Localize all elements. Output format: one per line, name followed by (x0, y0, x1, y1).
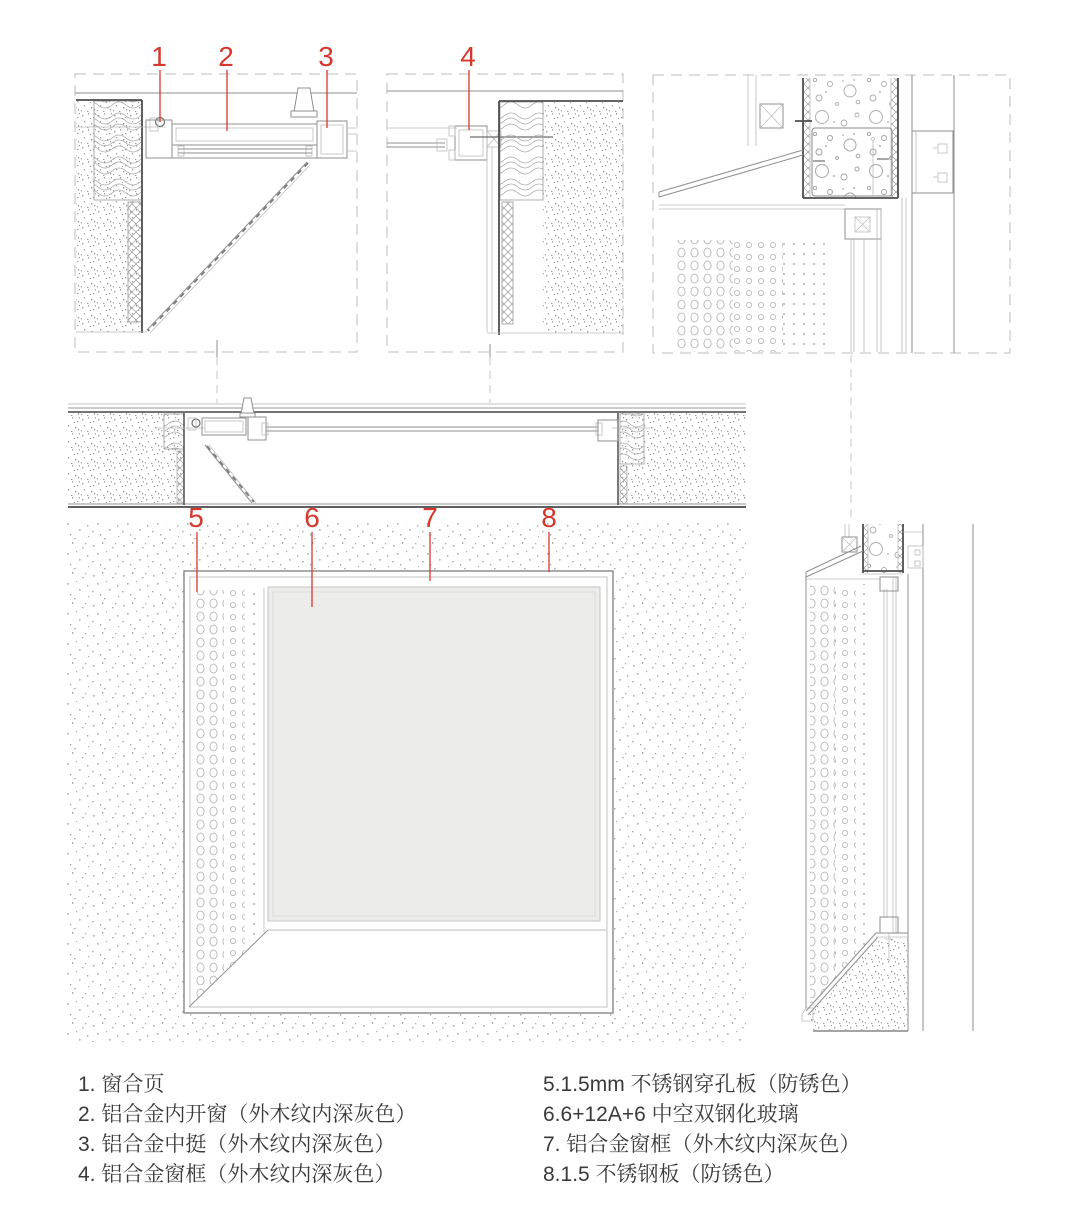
mullion-profile (317, 121, 357, 158)
legend-item-5: 5.1.5mm 不锈钢穿孔板（防锈色） (543, 1073, 862, 1096)
legend-left-column (78, 1070, 416, 1190)
callout-number-6: 6 (304, 502, 320, 533)
callout-number-3: 3 (318, 41, 334, 72)
plan-section (68, 398, 746, 507)
detail-window-head-hinge (75, 74, 357, 357)
window-stopper (291, 88, 317, 117)
perforated-panel-elevation (675, 240, 830, 352)
casement-plan (202, 418, 246, 435)
callout-number-7: 7 (422, 502, 438, 533)
frame-head-profile (845, 198, 906, 352)
insulation-strip (620, 466, 627, 504)
frame-profile (449, 126, 487, 160)
wall-stipple-top (66, 522, 746, 571)
concrete-header (863, 524, 903, 574)
callout-number-8: 8 (541, 502, 557, 533)
legend-item-8: 8.1.5 不锈钢板（防锈色） (543, 1163, 785, 1186)
sloped-hood (659, 150, 803, 197)
wall-stipple-left (66, 571, 184, 1014)
insulation-strip (177, 451, 184, 503)
perforated-panel (810, 584, 872, 1008)
legend-item-3: 3. 铝合金中挺（外木纹内深灰色） (78, 1133, 396, 1156)
concrete-wall-hatch (543, 101, 623, 333)
legend-item-2: 2. 铝合金内开窗（外木纹内深灰色） (78, 1103, 417, 1126)
steel-angle (842, 524, 857, 552)
callout-number-5: 5 (188, 502, 204, 533)
casement-frame-profile (146, 120, 317, 158)
wall-stipple-bottom (66, 1014, 746, 1042)
wood-blocking (620, 414, 644, 464)
legend-item-4: 4. 铝合金窗框（外木纹内深灰色） (78, 1163, 396, 1186)
sloped-hood (806, 546, 863, 577)
callout-number-1: 1 (151, 41, 167, 72)
mullion-plan (248, 417, 266, 440)
insulation-hatch (128, 202, 142, 322)
legend-item-1: 1. 窗合页 (78, 1073, 165, 1096)
callout-number-4: 4 (460, 41, 476, 72)
legend-item-7: 7. 铝合金窗框（外木纹内深灰色） (543, 1133, 861, 1156)
glazing-plan (262, 420, 618, 441)
legend-right-column (543, 1070, 862, 1190)
callout-number-2: 2 (218, 41, 234, 72)
perforated-panel-section-diagonal (147, 162, 310, 333)
detail-window-jamb (387, 74, 623, 357)
insulation-hatch (502, 202, 513, 324)
perforated-panel-strip (196, 590, 262, 1002)
wood-blocking (164, 414, 184, 449)
vertical-section (802, 524, 973, 1031)
wall-bracket (908, 546, 923, 568)
wall-bracket (912, 131, 953, 193)
perforated-panel-section-diagonal (205, 445, 256, 503)
wall-stipple-right (613, 571, 746, 1014)
glazing-section (880, 577, 898, 961)
interior-elevation (66, 522, 746, 1042)
steel-angle (760, 104, 783, 128)
window-stopper (240, 398, 255, 417)
detail-window-head-section (653, 75, 1010, 353)
section-connectors (217, 355, 851, 522)
legend-item-6: 6.6+12A+6 中空双钢化玻璃 (543, 1103, 799, 1126)
glazing-pane (268, 587, 600, 921)
wood-blocking-hatch (94, 101, 142, 200)
wood-blocking-hatch (500, 102, 543, 200)
